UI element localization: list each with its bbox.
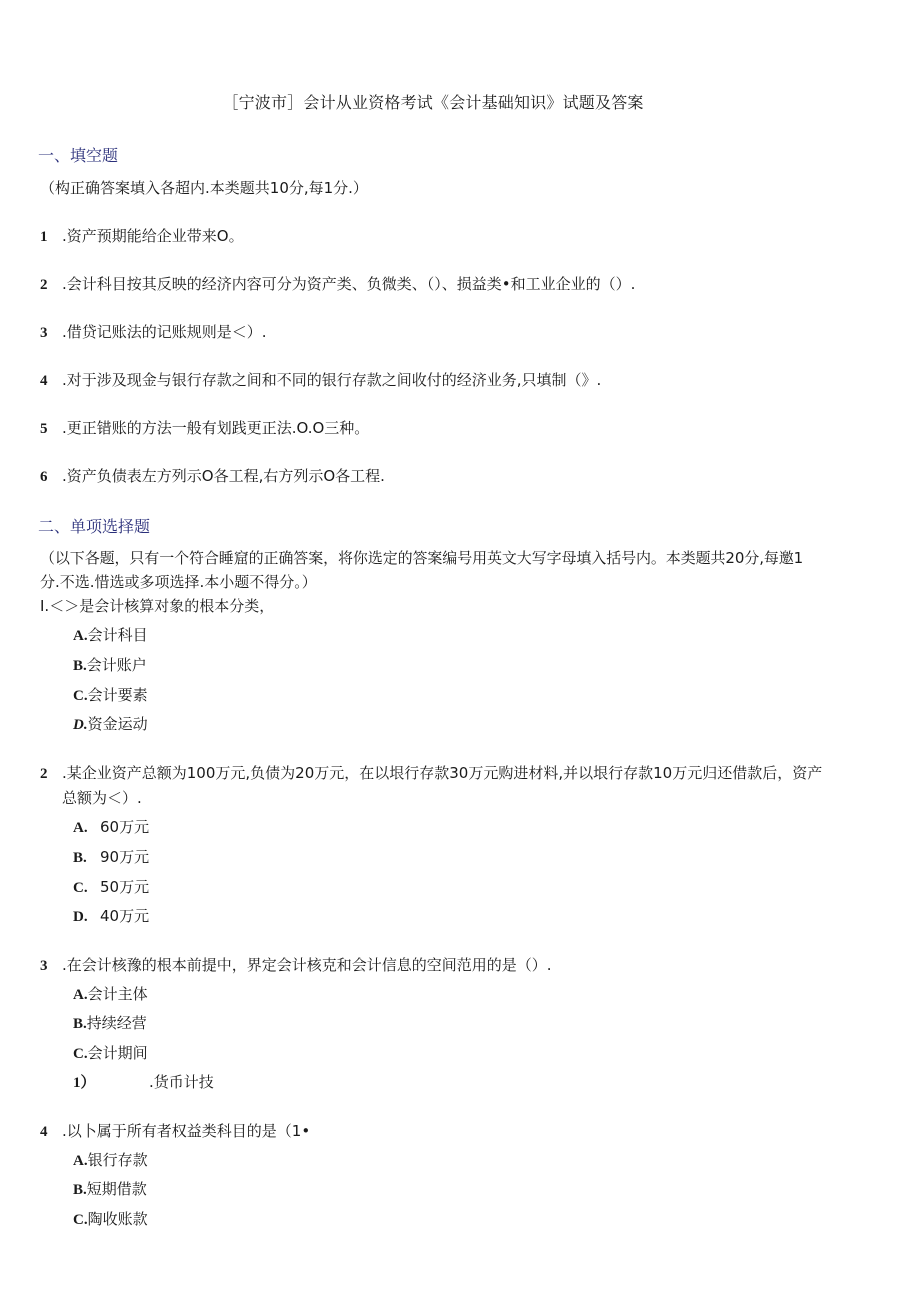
question-text: .某企业资产总额为100万元,负债为20万元，在以垠行存款30万元购进材料,并以垠行存款10万元归还借款后，资产	[62, 764, 823, 782]
section2-note-line2: 分.不选.惜选或多项选择.本小题不得分。）	[40, 573, 317, 591]
question-text: .以卜属于所有者权益类科目的是（1•	[62, 1122, 311, 1140]
question-number: 3	[40, 325, 48, 341]
section2-heading: 二、单项选择题	[38, 517, 151, 536]
question-number: 5	[40, 421, 48, 437]
question-number: 4	[40, 373, 48, 389]
mc-question-2-cont: 总额为＜）.	[62, 789, 142, 807]
question-text: .会计科目按其反映的经济内容可分为资产类、负微类、（）、损益类•和工业企业的（）.	[62, 275, 636, 293]
option-b: B.持续经营	[73, 1014, 147, 1032]
fill-question-4	[40, 369, 601, 390]
mc-question-2	[40, 762, 822, 783]
question-number: 1	[40, 229, 48, 245]
option-d: 1） .货币计技	[73, 1073, 214, 1091]
option-d: D. 40万元	[73, 907, 150, 925]
option-b: B.短期借款	[73, 1180, 147, 1198]
option-a: A.会计科目	[73, 626, 148, 644]
mc-question-1: I.＜＞是会计核算对象的根本分类，	[40, 597, 275, 615]
option-c: C. 50万元	[73, 878, 150, 896]
question-text: .资产预期能给企业带来O。	[62, 227, 244, 245]
question-text: .更正错账的方法一般有划践更正法.O.O三种。	[62, 419, 370, 437]
question-number: 2	[40, 766, 48, 782]
question-text: .在会计核豫的根本前提中，界定会计核克和会计信息的空间范用的是（）.	[62, 956, 552, 974]
option-c: C.会计期间	[73, 1044, 148, 1062]
option-a: A.会计主体	[73, 985, 148, 1003]
option-c: C.陶收账款	[73, 1210, 148, 1228]
option-d: D.资金运动	[73, 715, 148, 733]
document-title: ［宁波市］会计从业资格考试《会计基础知识》试题及答案	[222, 93, 644, 112]
question-text: .借贷记账法的记账规则是＜）.	[62, 323, 267, 341]
option-b: B. 90万元	[73, 848, 150, 866]
option-a: A. 60万元	[73, 818, 150, 836]
fill-question-5	[40, 417, 369, 438]
section2-note-line1: （以下各题，只有一个符合睡窟的正确答案，将你选定的答案编号用英文大写字母填入括号内。本类题共20分,每邀1	[40, 549, 804, 567]
question-number: 2	[40, 277, 48, 293]
fill-question-6	[40, 465, 385, 486]
section1-heading: 一、填空题	[38, 146, 119, 165]
option-a: A.银行存款	[73, 1151, 148, 1169]
fill-question-2	[40, 273, 635, 294]
option-c: C.会计要素	[73, 686, 148, 704]
question-number: 3	[40, 958, 48, 974]
question-number: 4	[40, 1124, 48, 1140]
question-text: .对于涉及现金与银行存款之间和不同的银行存款之间收付的经济业务,只填制（》.	[62, 371, 602, 389]
fill-question-1	[40, 225, 244, 246]
question-number: 6	[40, 469, 48, 485]
fill-question-3	[40, 321, 267, 342]
section1-note: （构正确答案填入各超内.本类题共10分,每1分.）	[40, 179, 368, 197]
option-b: B.会计账户	[73, 656, 147, 674]
question-text: .资产负债表左方列示O各工程,右方列示O各工程.	[62, 467, 385, 485]
mc-question-4	[40, 1120, 310, 1141]
mc-question-3	[40, 954, 552, 975]
